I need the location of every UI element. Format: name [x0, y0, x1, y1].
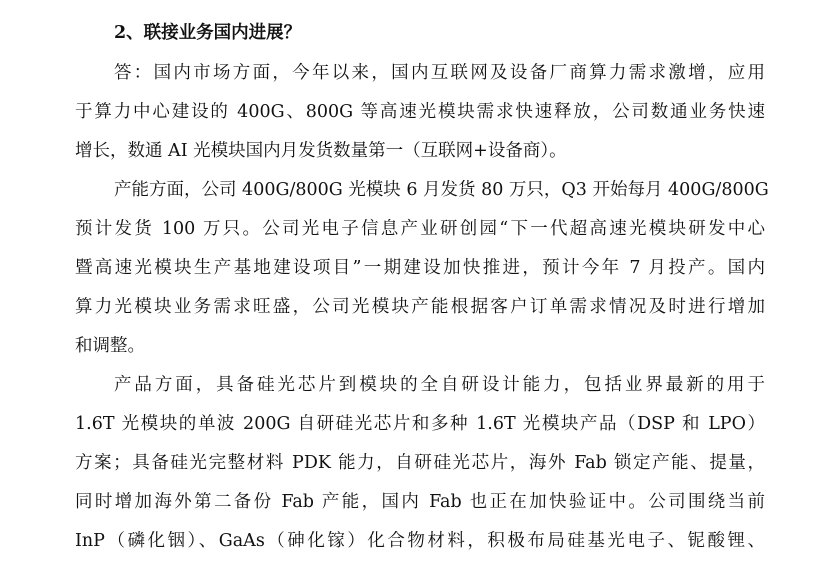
paragraph-3-line-1: 产品方面，具备硅光芯片到模块的全自研设计能力，包括业界最新的用于 — [114, 375, 765, 395]
paragraph-2-line-5: 和调整。 — [75, 336, 145, 356]
section-heading: 2、联接业务国内进展？ — [114, 23, 302, 43]
paragraph-3-line-2: 1.6T 光模块的单波 200G 自研硅光芯片和多种 1.6T 光模块产品（DSP 和 LPO） — [75, 414, 765, 434]
paragraph-2-line-4: 算力光模块业务需求旺盛，公司光模块产能根据客户订单需求情况及时进行增加 — [75, 297, 765, 317]
paragraph-3-line-4: 同时增加海外第二备份 Fab 产能，国内 Fab 也正在加快验证中。公司围绕当前 — [75, 492, 765, 512]
paragraph-2-line-3: 暨高速光模块生产基地建设项目”一期建设加快推进，预计今年 7 月投产。国内 — [75, 258, 765, 278]
paragraph-1-line-2: 于算力中心建设的 400G、800G 等高速光模块需求快速释放，公司数通业务快速 — [75, 102, 765, 122]
paragraph-3-line-5: InP（磷化铟）、GaAs（砷化镓）化合物材料，积极布局硅基光电子、铌酸锂、 — [75, 531, 765, 551]
paragraph-1-line-3: 增长，数通 AI 光模块国内月发货数量第一（互联网+设备商）。 — [75, 141, 567, 161]
paragraph-2-line-2: 预计发货 100 万只。公司光电子信息产业研创园“下一代超高速光模块研发中心 — [75, 219, 765, 239]
paragraph-1-line-1: 答：国内市场方面，今年以来，国内互联网及设备厂商算力需求激增，应用 — [114, 63, 765, 83]
paragraph-3-line-3: 方案；具备硅光完整材料 PDK 能力，自研硅光芯片，海外 Fab 锁定产能、提量， — [75, 453, 765, 473]
paragraph-2-line-1: 产能方面，公司 400G/800G 光模块 6 月发货 80 万只，Q3 开始每月 400G/800G — [114, 180, 769, 200]
